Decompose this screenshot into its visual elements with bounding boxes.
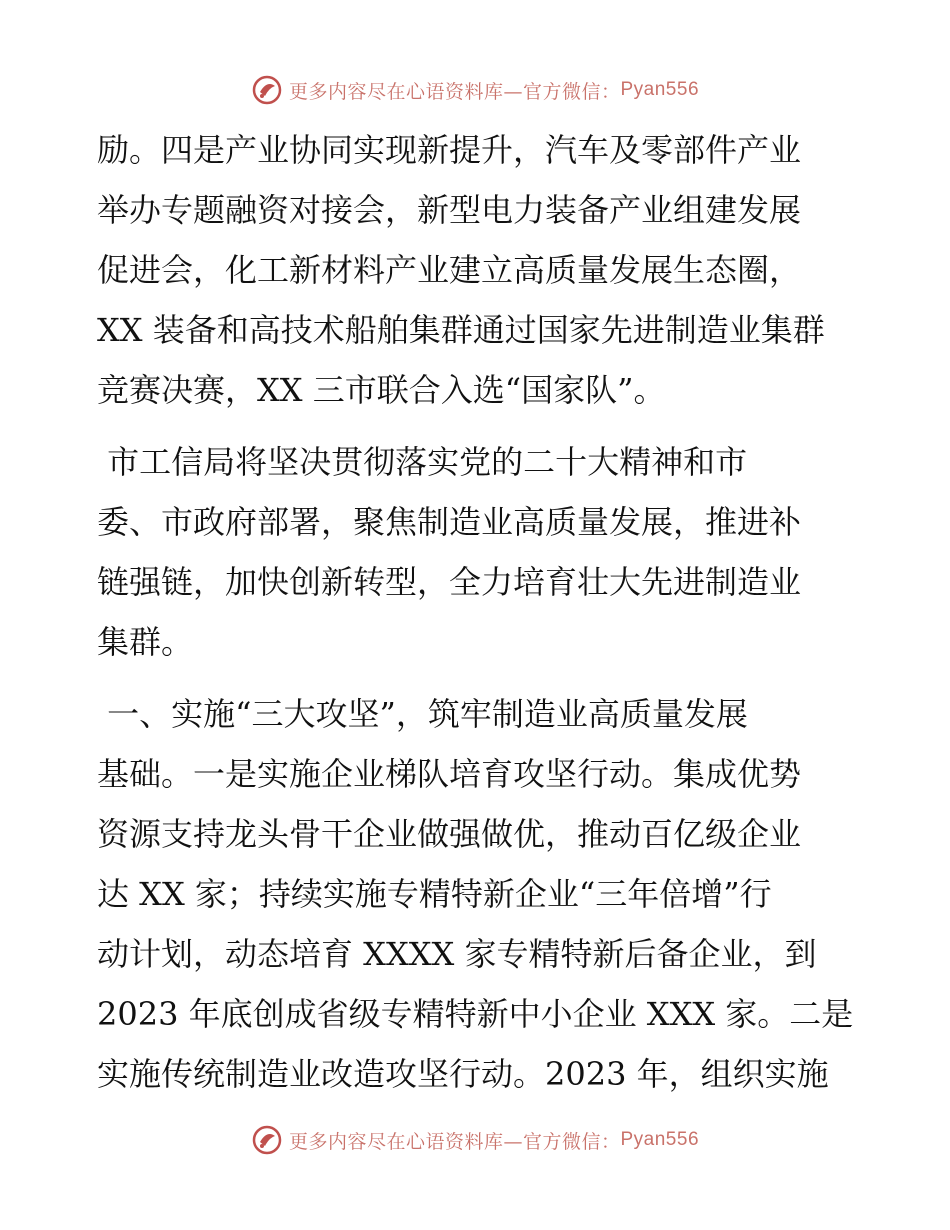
text-line: 市工信局将坚决贯彻落实党的二十大精神和市 (97, 443, 748, 481)
document-body (97, 120, 857, 1104)
watermark-text: 更多内容尽在心语资料库—官方微信： (288, 1130, 621, 1153)
logo-icon (251, 74, 283, 106)
logo-icon (251, 1124, 283, 1156)
text-line: 集群。 (97, 623, 194, 661)
text-line: 委、市政府部署，聚焦制造业高质量发展，推进补 (97, 503, 802, 541)
paragraph (97, 684, 857, 1104)
watermark-id: Pyan556 (620, 1129, 700, 1150)
text-line: 达 XX 家；持续实施专精特新企业“三年倍增”行 (97, 875, 772, 913)
text-line: 励。四是产业协同实现新提升，汽车及零部件产业 (97, 131, 802, 169)
text-line: 链强链，加快创新转型，全力培育壮大先进制造业 (97, 563, 802, 601)
text-line: 一、实施“三大攻坚”，筑牢制造业高质量发展 (97, 695, 748, 733)
paragraph (97, 432, 857, 672)
text-line: XX 装备和高技术船舶集群通过国家先进制造业集群 (97, 311, 825, 349)
watermark-banner-bottom (0, 1120, 950, 1160)
text-line: 资源支持龙头骨干企业做强做优，推动百亿级企业 (97, 815, 802, 853)
text-line: 基础。一是实施企业梯队培育攻坚行动。集成优势 (97, 755, 802, 793)
text-line: 2023 年底创成省级专精特新中小企业 XXX 家。二是 (97, 995, 854, 1033)
text-line: 动计划，动态培育 XXXX 家专精特新后备企业，到 (97, 935, 817, 973)
text-line: 竞赛决赛，XX 三市联合入选“国家队”。 (97, 371, 666, 409)
text-line: 实施传统制造业改造攻坚行动。2023 年，组织实施 (97, 1055, 829, 1093)
watermark-banner-top (0, 70, 950, 110)
watermark-id: Pyan556 (620, 79, 700, 100)
text-line: 促进会，化工新材料产业建立高质量发展生态圈， (97, 251, 802, 289)
text-line: 举办专题融资对接会，新型电力装备产业组建发展 (97, 191, 802, 229)
watermark-text: 更多内容尽在心语资料库—官方微信： (288, 80, 621, 103)
paragraph (97, 120, 857, 420)
